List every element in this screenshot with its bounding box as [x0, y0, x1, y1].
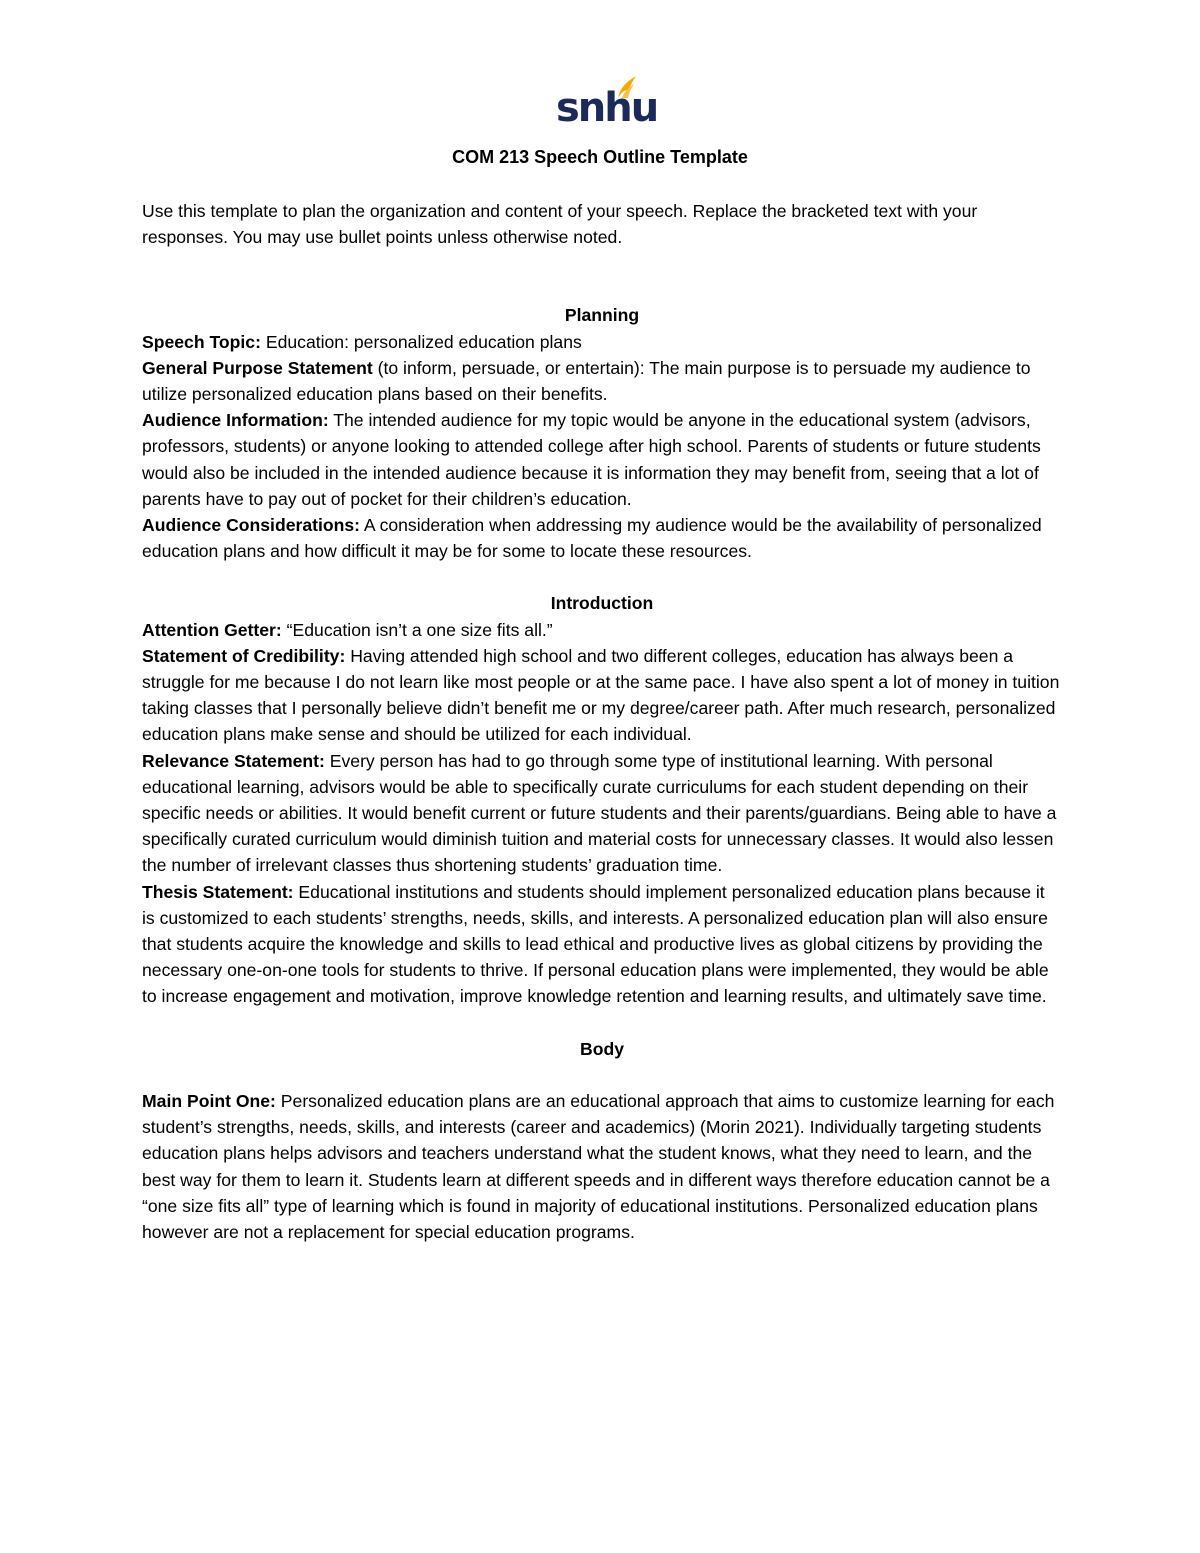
audience-information-label: Audience Information: [142, 410, 329, 431]
main-point-one [142, 1088, 1062, 1245]
credibility-text: Having attended high school and two different colleges, education has always been a struggle for me because I do not learn like most people or at the same pace. I have also spent a lot of money in tuition taking classes that I personally believe didn’t benefit me or my degree/career path. After much research, personalized education plans make sense and should be utilized for each individual. [142, 645, 1060, 745]
general-purpose-text: (to inform, persuade, or entertain): The main purpose is to persuade my audience to utilize personalized education plans based on their benefits. [142, 357, 1031, 405]
attention-getter-text: “Education isn’t a one size fits all.” [281, 619, 553, 640]
statement-of-credibility [142, 643, 1062, 748]
snhu-logo [556, 74, 658, 134]
relevance-label: Relevance Statement: [142, 750, 325, 771]
audience-considerations-label: Audience Considerations: [142, 515, 360, 536]
speech-topic-text: Education: personalized education plans [260, 331, 582, 352]
thesis-statement [142, 879, 1062, 1010]
speech-topic [142, 329, 1062, 355]
intro-paragraph: Use this template to plan the organization and content of your speech. Replace the bracketed text with your responses. You may use bullet points unless otherwise noted. [142, 201, 978, 248]
document-body [142, 198, 1062, 1245]
thesis-label: Thesis Statement: [142, 881, 294, 902]
audience-information-text: The intended audience for my topic would be anyone in the educational system (advisors, professors, students) or anyone looking to attended college after high school. Parents of students or future students would also be included in the intended audience because it is information they may benefit from, seeing that a lot of parents have to pay out of pocket for their children’s education. [142, 410, 1041, 509]
document-title: COM 213 Speech Outline Template [452, 147, 748, 167]
logo-text: snhu [556, 85, 658, 131]
general-purpose-label: General Purpose Statement [142, 357, 373, 378]
speech-topic-label: Speech Topic: [142, 331, 261, 352]
section-heading-planning: Planning [564, 305, 640, 326]
relevance-statement [142, 748, 1062, 879]
attention-getter-label: Attention Getter: [142, 619, 282, 640]
section-heading-body: Body [580, 1038, 624, 1059]
audience-information [142, 407, 1062, 512]
section-heading-introduction: Introduction [550, 593, 654, 614]
relevance-text: Every person has had to go through some type of institutional learning. With personal educational learning, advisors would be able to specifically curate curriculums for each student depending on their specific needs or abilities. It would benefit current or future students and their parents/guardians. Being able to have a specifically curated curriculum would diminish tuition and material costs for unnecessary classes. It would also lessen the number of irrelevant classes thus shortening students’ graduation time. [142, 750, 1057, 876]
main-point-one-text: Personalized education plans are an educational approach that aims to customize learning for each student’s strengths, needs, skills, and interests (career and academics) (Morin 2021). Individually targeting students education plans helps advisors and teachers understand what the student knows, what they need to learn, and the best way for them to learn it. Students learn at different speeds and in different ways therefore education cannot be a “one size fits all” type of learning which is found in majority of educational institutions. Personalized education plans however are not a replacement for special education programs. [142, 1090, 1055, 1242]
attention-getter [142, 617, 1062, 643]
audience-considerations [142, 512, 1062, 564]
thesis-text: Educational institutions and students should implement personalized education plans because it is customized to each students’ strengths, needs, skills, and interests. A personalized education plan will also ensure that students acquire the knowledge and skills to lead ethical and productive lives as global citizens by providing the necessary one-on-one tools for students to thrive. If personal education plans were implemented, they would be able to increase engagement and motivation, improve knowledge retention and learning results, and ultimately save time. [142, 881, 1049, 1007]
credibility-label: Statement of Credibility: [142, 645, 346, 666]
main-point-one-label: Main Point One: [142, 1090, 276, 1111]
audience-considerations-text: A consideration when addressing my audience would be the availability of personalized education plans and how difficult it may be for some to locate these resources. [142, 515, 1042, 562]
general-purpose [142, 355, 1062, 407]
